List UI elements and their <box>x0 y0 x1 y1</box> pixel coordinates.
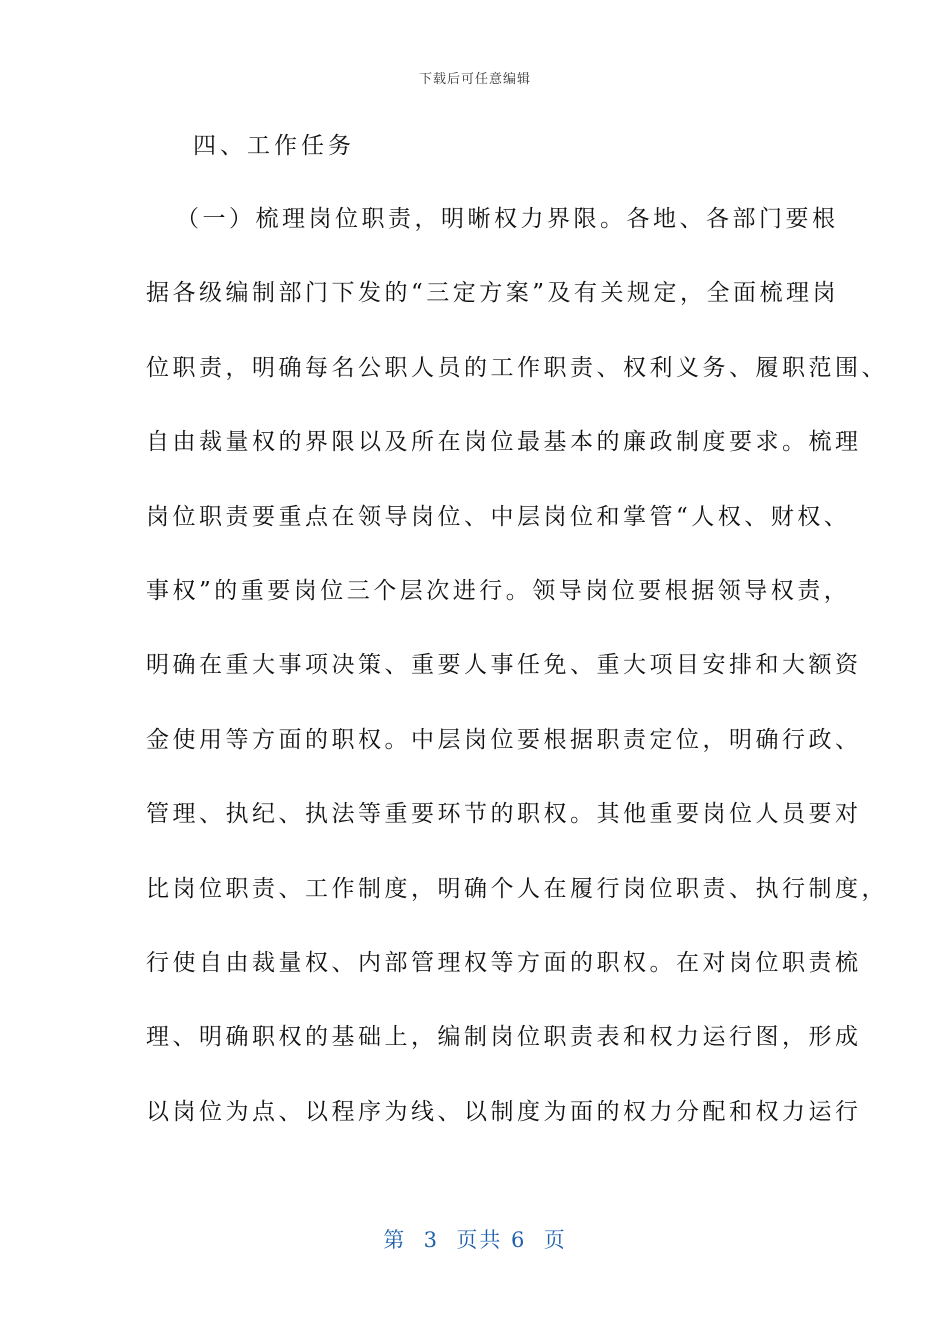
page-number-footer: 第 3 页共 6 页 <box>383 1228 567 1252</box>
paragraph-line: （一）梳理岗位职责，明晰权力界限。各地、各部门要根 <box>176 206 839 232</box>
paragraph-line: 比岗位职责、工作制度，明确个人在履行岗位职责、执行制度， <box>146 875 888 902</box>
paragraph-line: 以岗位为点、以程序为线、以制度为面的权力分配和权力运行 <box>146 1098 862 1125</box>
paragraph-line: 自由裁量权的界限以及所在岗位最基本的廉政制度要求。梳理 <box>146 429 862 456</box>
paragraph-line: 据各级编制部门下发的“三定方案”及有关规定，全面梳理岗 <box>146 280 840 307</box>
body-paragraph <box>146 196 888 1163</box>
paragraph-line: 金使用等方面的职权。中层岗位要根据职责定位，明确行政、 <box>146 726 862 753</box>
header-note: 下载后可任意编辑 <box>418 72 531 87</box>
paragraph-line: 事权”的重要岗位三个层次进行。领导岗位要根据领导权责， <box>146 577 851 604</box>
paragraph-line: 行使自由裁量权、内部管理权等方面的职权。在对岗位职责梳 <box>146 949 862 976</box>
paragraph-line: 位职责，明确每名公职人员的工作职责、权利义务、履职范围、 <box>146 354 888 381</box>
paragraph-line: 管理、执纪、执法等重要环节的职权。其他重要岗位人员要对 <box>146 801 862 828</box>
paragraph-line: 理、明确职权的基础上，编制岗位职责表和权力运行图，形成 <box>146 1024 862 1051</box>
paragraph-line: 岗位职责要重点在领导岗位、中层岗位和掌管“人权、财权、 <box>146 503 851 530</box>
section-heading: 四、工作任务 <box>193 133 355 159</box>
paragraph-line: 明确在重大事项决策、重要人事任免、重大项目安排和大额资 <box>146 652 862 679</box>
